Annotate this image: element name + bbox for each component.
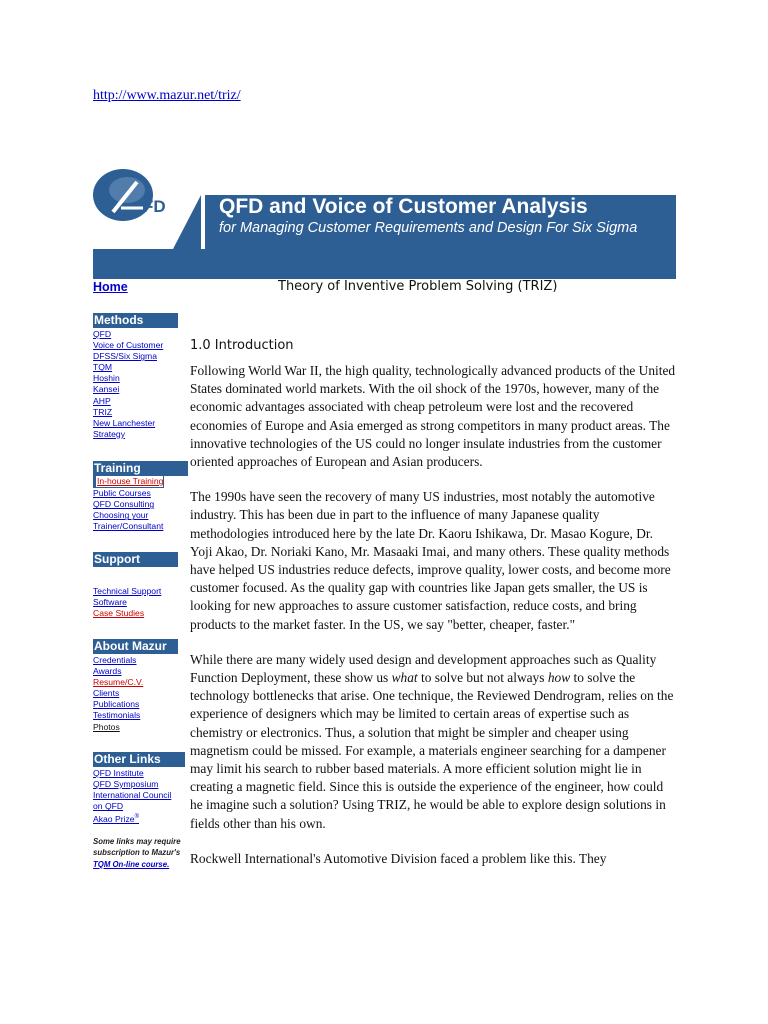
paragraph-2: The 1990s have seen the recovery of many US industries, most notably the automotive industry. This has been due in part to the influence of many Japanese quality methodologies introduced here by the late Dr. Kaoru Ishikawa, Dr. Masao Kogure, Dr. Yoji Akao, Dr. Noriaki Kano, Mr. Masaaki Imai, and many others. These quality methods have helped US industries reduce defects, improve quality, lower costs, and become more customer focused. As the quality gap with countries like Japan gets smaller, the US is looking for new approaches to assure customer satisfaction, reduce costs, and bring products to the market faster. In the US, we say "better, cheaper, faster." bbox=[190, 489, 671, 632]
sidebar-link-resume[interactable]: Resume/C.V. bbox=[93, 677, 144, 688]
sidebar-link-case-studies[interactable]: Case Studies bbox=[93, 608, 145, 619]
sidebar-link-credentials[interactable]: Credentials bbox=[93, 655, 137, 665]
logo-text: FD bbox=[143, 197, 166, 216]
paragraph-1: Following World War II, the high quality, technologically advanced products of the United States dominated world markets. With the oil shock of the 1970s, however, many of the economic advantages associated with cheap petroleum were lost and the recovered economies of Europe and Asia emerged as strong competitors in many product areas. The innovative technologies of the US could no longer insulate industries from the customer oriented approaches of European and Asian producers. bbox=[190, 363, 676, 470]
sidebar-heading-training: Training bbox=[93, 461, 188, 476]
akao-prize-label: Akao Prize bbox=[93, 814, 135, 825]
qfd-logo-icon bbox=[93, 168, 175, 224]
emphasis-how: how bbox=[547, 670, 571, 686]
sidebar-link-qfd[interactable]: QFD bbox=[93, 329, 112, 339]
sidebar-link-strategy[interactable]: Strategy bbox=[93, 428, 126, 439]
home-link[interactable]: Home bbox=[93, 280, 128, 294]
paragraph-3-part-2: to solve but not always bbox=[417, 670, 548, 686]
banner-notch bbox=[173, 195, 201, 249]
sidebar-heading-support: Support bbox=[93, 552, 178, 567]
banner-subtitle: for Managing Customer Requirements and Design For Six Sigma bbox=[219, 220, 638, 236]
paragraph-4: Rockwell International's Automotive Division faced a problem like this. They bbox=[190, 850, 607, 866]
sidebar-link-new-lanchester[interactable]: New Lanchester bbox=[93, 417, 156, 428]
paragraph-3-part-1: While there are many widely used design and development approaches such as Quality Function Deployment, these show us bbox=[190, 651, 657, 686]
sidebar-support-links bbox=[93, 586, 161, 619]
subscription-note-text: Some links may require subscription to Mazur's bbox=[93, 837, 181, 858]
sidebar-link-triz[interactable]: TRIZ bbox=[93, 406, 113, 417]
sidebar-methods-links bbox=[93, 329, 163, 440]
sidebar-link-public-courses[interactable]: Public Courses bbox=[93, 488, 151, 499]
sidebar-heading-methods: Methods bbox=[93, 313, 178, 328]
sidebar-link-testimonials[interactable]: Testimonials bbox=[93, 710, 141, 721]
sidebar-link-awards[interactable]: Awards bbox=[93, 666, 122, 677]
sidebar-link-inhouse-training[interactable]: In-house Training bbox=[93, 476, 164, 488]
sidebar-other-links bbox=[93, 768, 171, 825]
sidebar-link-trainer-consultant[interactable]: Trainer/Consultant bbox=[93, 521, 164, 532]
header-banner bbox=[93, 195, 676, 279]
sidebar-link-publications[interactable]: Publications bbox=[93, 699, 140, 710]
sidebar-link-international-council[interactable]: International Council bbox=[93, 790, 172, 801]
sidebar-link-hoshin[interactable]: Hoshin bbox=[93, 373, 120, 384]
sidebar-link-on-qfd[interactable]: on QFD bbox=[93, 801, 124, 812]
sidebar-link-qfd-symposium[interactable]: QFD Symposium bbox=[93, 779, 159, 790]
sidebar-link-tqm[interactable]: TQM bbox=[93, 362, 113, 373]
sidebar-training-links bbox=[93, 476, 164, 532]
sidebar-link-voice-of-customer[interactable]: Voice of Customer bbox=[93, 340, 164, 351]
sidebar-link-choosing-your[interactable]: Choosing your bbox=[93, 510, 149, 521]
sidebar-link-kansei[interactable]: Kansei bbox=[93, 384, 120, 395]
sidebar-link-qfd-institute[interactable]: QFD Institute bbox=[93, 768, 144, 778]
tqm-online-course-link[interactable]: TQM On-line course. bbox=[93, 859, 170, 869]
banner-title: QFD and Voice of Customer Analysis bbox=[219, 195, 588, 218]
sidebar-link-akao-prize[interactable] bbox=[93, 812, 171, 825]
sidebar-about-links bbox=[93, 655, 143, 733]
main-content bbox=[190, 338, 676, 885]
sidebar-link-software[interactable]: Software bbox=[93, 597, 127, 608]
subscription-note bbox=[93, 836, 193, 870]
paragraph-3 bbox=[190, 651, 676, 833]
emphasis-what: what bbox=[391, 670, 418, 686]
sidebar-link-technical-support[interactable]: Technical Support bbox=[93, 586, 162, 596]
registered-mark: ® bbox=[134, 814, 139, 821]
paragraph-3-part-3: to solve the technology bottlenecks that arise. One technique, the Reviewed Dendrogram, relies on the experience of designers which may be limited to certain areas of expertise such as chemistry or electronics. Thus, a solution that might be simpler and cheaper using magnetism could be missed. For example, a materials engineer searching for a dampener may limit his search to rubber based materials. A more efficient solution might lie in creating a magnetic field. Since this is outside the experience of the engineer, how could he imagine such a solution? Using TRIZ, he would be able to explore design solutions in fields other than his own. bbox=[190, 670, 674, 831]
sidebar-link-photos[interactable]: Photos bbox=[93, 721, 120, 732]
sidebar-heading-about: About Mazur bbox=[93, 639, 178, 654]
sidebar-link-ahp[interactable]: AHP bbox=[93, 395, 111, 406]
section-heading: 1.0 Introduction bbox=[190, 338, 294, 353]
sidebar-heading-other-links: Other Links bbox=[93, 752, 185, 767]
page-title: Theory of Inventive Problem Solving (TRIZ) bbox=[278, 279, 558, 294]
page-url-link[interactable]: http://www.mazur.net/triz/ bbox=[93, 88, 241, 103]
sidebar-link-clients[interactable]: Clients bbox=[93, 688, 120, 699]
sidebar-link-qfd-consulting[interactable]: QFD Consulting bbox=[93, 499, 155, 510]
sidebar-link-dfss[interactable]: DFSS/Six Sigma bbox=[93, 351, 157, 362]
